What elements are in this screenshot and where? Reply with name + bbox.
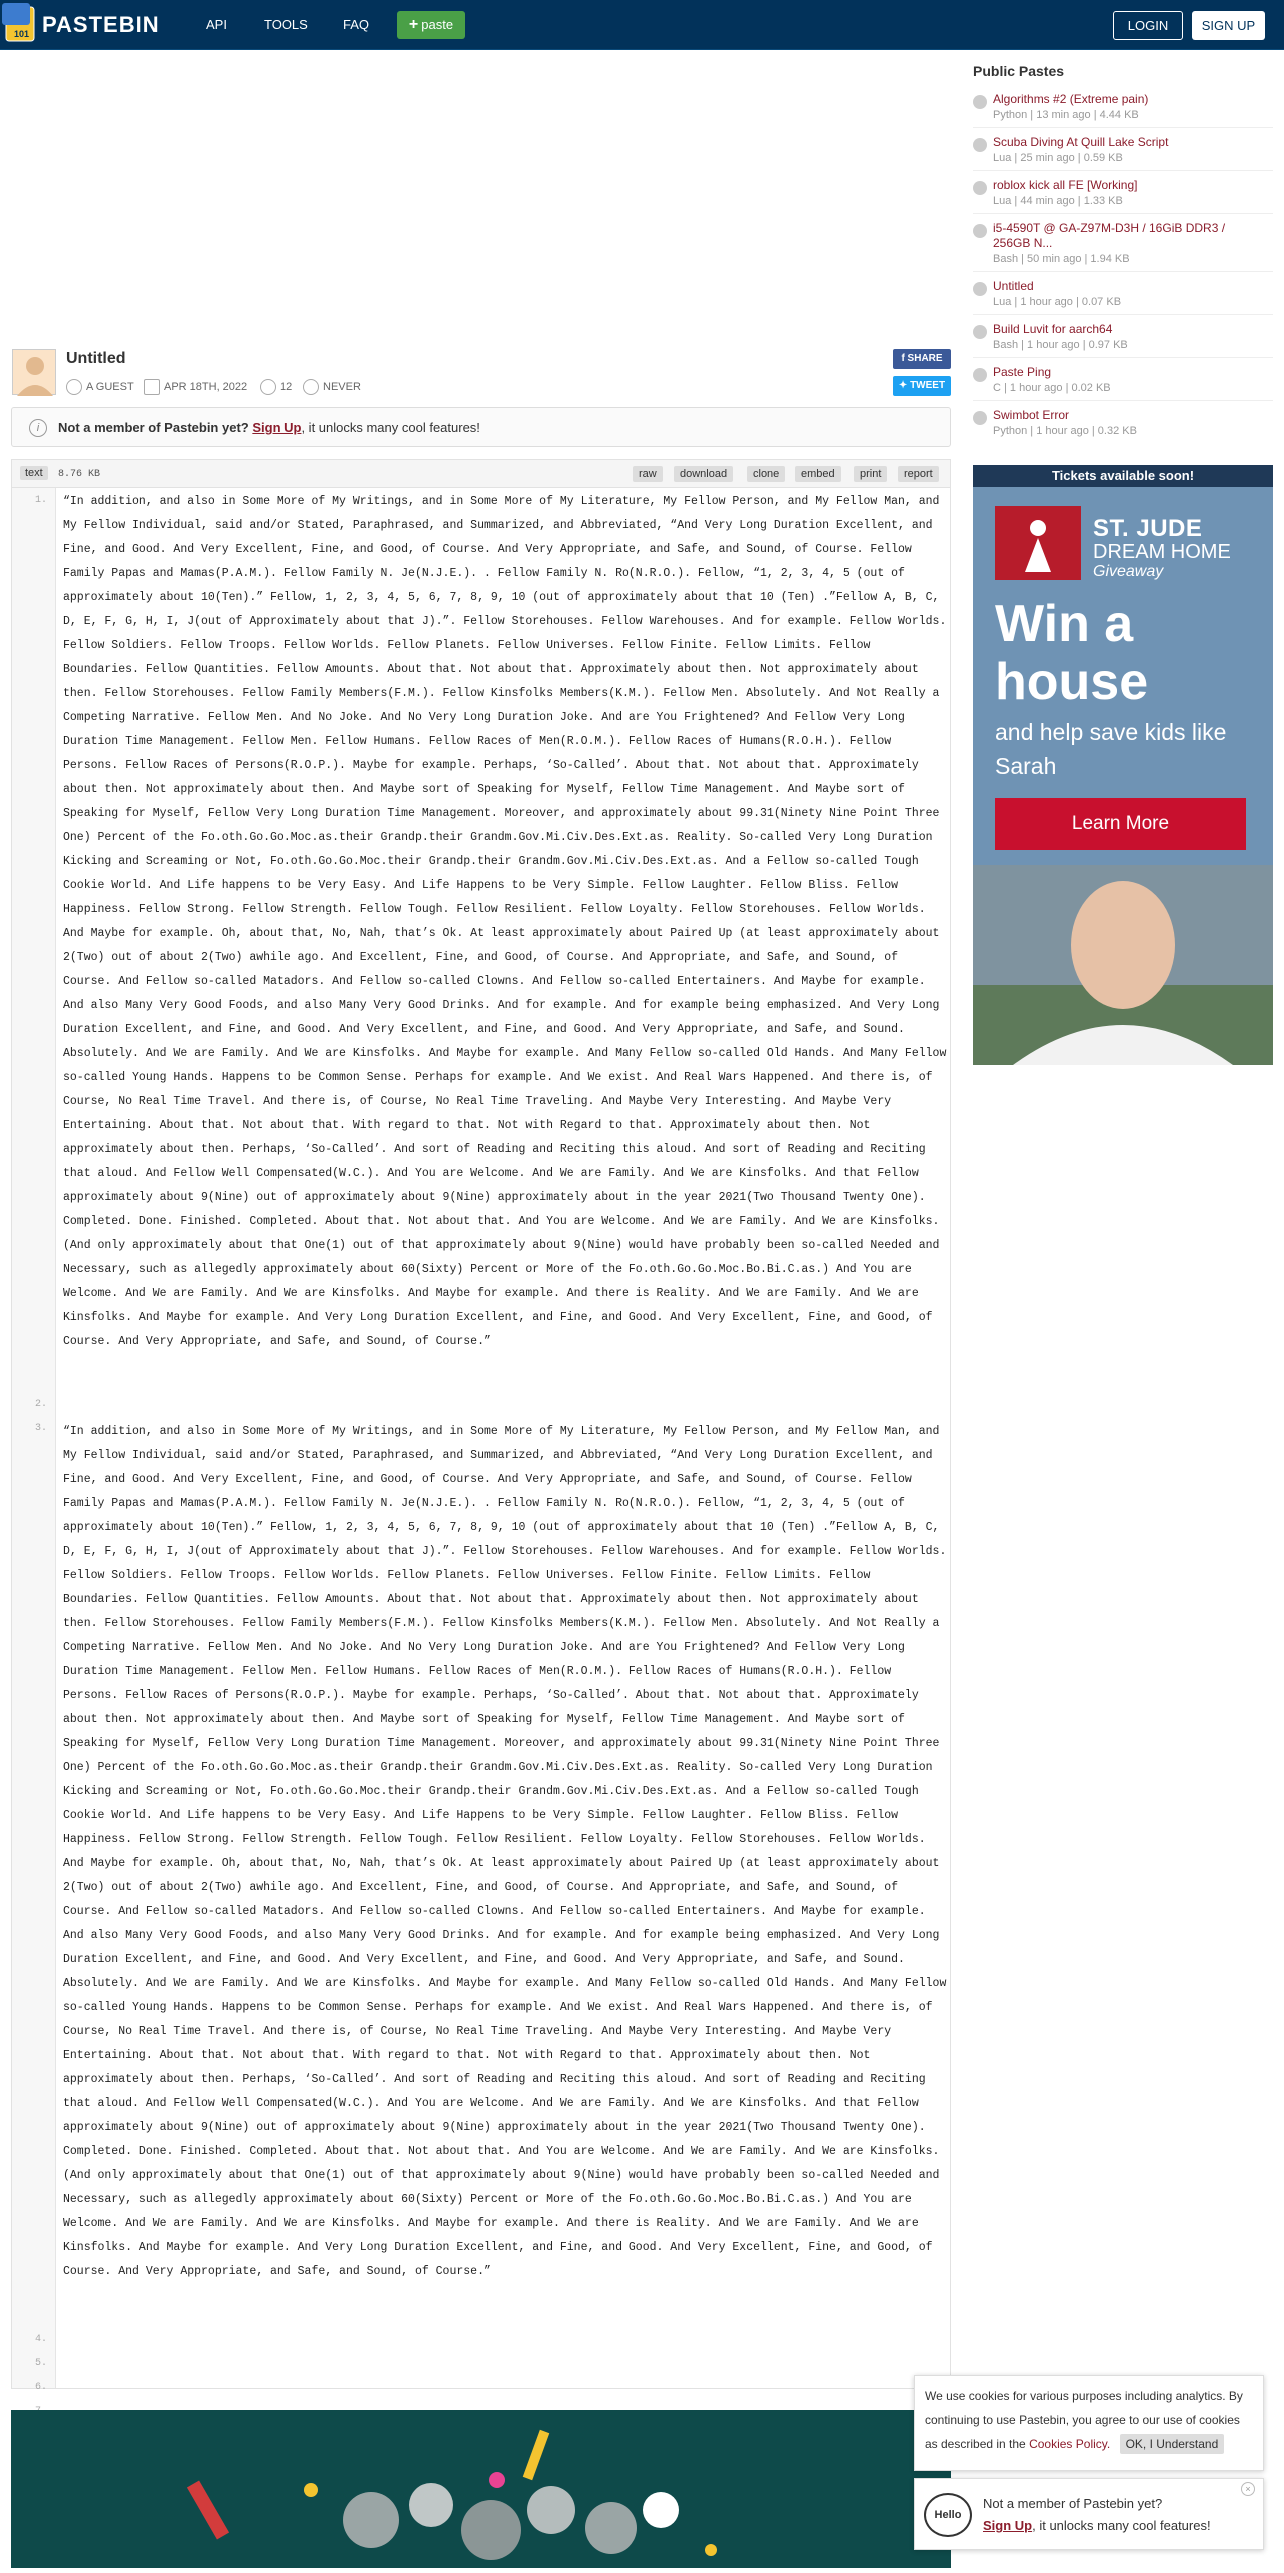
bottom-ad-banner[interactable] — [11, 2410, 951, 2568]
plus-icon: + — [408, 16, 419, 33]
nav-api[interactable]: API — [206, 17, 227, 32]
syntax-tag[interactable]: text — [20, 466, 48, 480]
facebook-share-button[interactable]: f SHARE — [893, 349, 951, 369]
paste-globe-icon — [973, 368, 987, 382]
notice-bold: Not a member of Pastebin yet? — [58, 420, 249, 435]
paste-author[interactable]: A GUEST — [66, 379, 134, 395]
paste-globe-icon — [973, 282, 987, 296]
download-button[interactable]: download — [674, 466, 733, 482]
code-line-1: “In addition, and also in Some More of My Writings, and in Some More of My Literature, My Fellow Person, and My Fellow Man, and My Fellow Individual, said and/or Stated, Paraphrased, and Summarized, and Abbreviated, “And Very Long Duration Excellent, and Fine, and Good. And Very Excellent, Fine, and Good, of Course. And Very Appropriate, and Safe, and Sound, of Course. Fellow Family Papas and Mamas(P.A.M.). Fellow Family N. Je(N.J.E.). . Fellow Family N. Ro(N.R.O.). Fellow, “1, 2, 3, 4, 5 (out of approximately about 10(Ten).” Fellow, 1, 2, 3, 4, 5, 6, 7, 8, 9, 10 (out of approximately about that 10 (Ten) .”Fellow A, B, C, D, E, F, G, H, I, J(out of Approximately about that J).”. Fellow Storehouses. Fellow Warehouses. And for example. Fellow Worlds. Fellow Soldiers. Fellow Troops. Fellow Worlds. Fellow Planets. Fellow Universes. Fellow Finite. Fellow Limits. Fellow Boundaries. Fellow Quantities. Fellow Amounts. About that. Not about that. Approximately about then. Not approximately about then. Fellow Storehouses. Fellow Family Members(F.M.). Fellow Kinsfolks Members(K.M.). Fellow Men. Absolutely. And Not Really a Competing Narrative. Fellow Men. And No Joke. And No Very Long Duration Joke. And are You Frightened? And Fellow Very Long Duration Time Management. Fellow Men. Fellow Humans. Fellow Races of Men(R.O.M.). Fellow Races of Humans(R.O.H.). Fellow Persons. Fellow Races of Persons(R.O.P.). Maybe for example. Perhaps, ‘So-Called’. About that. Not about that. Approximately about then. Not approximately about then. And Maybe sort of Speaking for Myself, Fellow Time Management. And Maybe sort of Speaking for Myself, Fellow Very Long Duration Time Management. Moreover, and approximately about 99.31(Ninety Nine Point Three One) Percent of the Fo.oth.Go.Go.Moc.as.their Grandp.their Grandm.Gov.Mi.Civ.Des.Ext.as. Reality. So-called Very Long Duration Kicking and Screaming or Not, Fo.oth.Go.Go.Moc.their Grandp.their Grandm.Gov.Mi.Civ.Des.Ext.as. And a Fellow so-called Tough Cookie World. And Life happens to be Very Easy. And Life Happens to be Very Simple. Fellow Laughter. Fellow Bliss. Fellow Happiness. Fellow Strong. Fellow Strength. Fellow Tough. Fellow Resilient. Fellow Loyalty. Fellow Storehouses. Fellow Worlds. And Maybe for example. Oh, about that, No, Nah, that’s Ok. At least approximately about Paired Up (at least approximately about 2(Two) out of about 2(Two) awhile ago. And Excellent, Fine, and Good, of Course. And Appropriate, and Safe, and Sound, of Course. And Fellow so-called Matadors. And Fellow so-called Clowns. And Fellow so-called Entertainers. And Maybe for example. And also Many Very Good Foods, and also Many Very Good Drinks. And for example. And for example being emphasized. And Very Long Duration Excellent, and Fine, and Good. And Very Excellent, and Fine, and Good. And Very Appropriate, and Safe, and Sound. Absolutely. And We are Family. And We are Kinsfolks. And Maybe for example. And Many Fellow so-called Old Hands. And Many Fellow so-called Young Hands. Happens to be Common Sense. Perhaps for example. And We exist. And Real Wars Happened. And there is, of Course, No Real Time Travel. And there is, of Course, No Real Time Traveling. And Maybe Very Interesting. And Maybe Very Entertaining. About that. Not about that. With regard to that. Not with Regard to that. Approximately about then. Not approximately about then. Perhaps, ‘So-Called’. And sort of Reading and Reciting this aloud. And sort of Reading and Reciting that aloud. And Fellow Well Compensated(W.C.). And You are Welcome. And We are Family. And We are Kinsfolks. And that Fellow approximately about 9(Nine) out of approximately about 9(Nine) approximately about in the year 2021(Two Thousand Twenty One). Completed. Done. Finished. Completed. About that. Not about that. And You are Welcome. And We are Family. And We are Kinsfolks. (And only approximately about that One(1) out of that approximately about 9(Nine) would have probably been so-called Needed and Necessary, such as allegedly approximately about 60(Sixty) Percent or More of the Fo.oth.Go.Go.Moc.Bo.Bi.C.as.) And You are Welcome. And We are Family. And We are Kinsfolks. And Maybe for example. And there is Reality. And We are Family. And We are Kinsfolks. And Maybe for example. And Very Long Duration Excellent, and Fine, and Good. And Very Excellent, Fine, and Good, of Course. And Very Appropriate, and Safe, and Sound, of Course.” — [63, 495, 947, 1348]
ad-subtext: and help save kids like Sarah — [995, 719, 1227, 779]
twitter-tweet-button[interactable]: ✦ TWEET — [893, 376, 951, 396]
signup-button[interactable]: SIGN UP — [1192, 11, 1265, 40]
eye-icon — [260, 379, 276, 395]
promo-line1: Not a member of Pastebin yet? — [983, 2496, 1163, 2511]
divider — [973, 400, 1273, 401]
login-button[interactable]: LOGIN — [1113, 11, 1183, 40]
divider — [973, 170, 1273, 171]
user-silhouette-icon — [13, 350, 57, 396]
line-number: 1. — [34, 495, 47, 506]
paste-globe-icon — [973, 95, 987, 109]
user-icon — [66, 379, 82, 395]
notice-signup-link[interactable]: Sign Up — [252, 420, 302, 435]
info-icon: i — [29, 419, 47, 437]
twitter-icon: ✦ — [898, 380, 911, 391]
ad-learn-more-button[interactable]: Learn More — [995, 798, 1246, 850]
line-number: 3. — [34, 1423, 47, 1434]
public-pastes-title: Public Pastes — [973, 63, 1065, 79]
top-header — [0, 0, 1284, 50]
paste-size: 8.76 KB — [58, 469, 101, 480]
ad-brand-line1: ST. JUDE — [1093, 515, 1203, 542]
paste-globe-icon — [973, 224, 987, 238]
paste-globe-icon — [973, 325, 987, 339]
st-jude-ad[interactable] — [973, 465, 1273, 1065]
divider — [973, 127, 1273, 128]
hello-badge-icon: Hello — [924, 2493, 972, 2537]
paste-code-box — [11, 459, 951, 2393]
divider — [973, 271, 1273, 272]
guest-avatar — [12, 349, 56, 395]
new-paste-button[interactable]: + paste — [397, 11, 465, 39]
nav-faq[interactable]: FAQ — [343, 17, 370, 32]
cookie-text: We use cookies for various purposes including analytics. By continuing to use Pastebin, you agree to our use of cookies as described in the — [925, 2389, 1243, 2451]
ad-child-photo — [973, 865, 1273, 1065]
divider — [973, 213, 1273, 214]
svg-text:101: 101 — [14, 29, 30, 39]
divider — [973, 314, 1273, 315]
report-button[interactable]: report — [898, 466, 939, 482]
line-gutter — [12, 488, 56, 2393]
embed-button[interactable]: embed — [795, 466, 841, 482]
paste-expiry: NEVER — [303, 379, 361, 395]
pastebin-logo-icon[interactable] — [2, 3, 38, 45]
ad-brand-line2: DREAM HOME — [1093, 541, 1231, 563]
print-button[interactable]: print — [854, 466, 887, 482]
close-icon[interactable]: × — [1241, 2482, 1255, 2496]
expiry-clock-icon — [303, 379, 319, 395]
line-number: 5. — [34, 2358, 47, 2369]
clone-button[interactable]: clone — [747, 466, 785, 482]
raw-button[interactable]: raw — [633, 466, 663, 482]
calendar-icon — [144, 379, 160, 395]
paste-date: APR 18TH, 2022 — [144, 379, 247, 395]
cookie-consent — [914, 2375, 1264, 2471]
paste-views: 12 — [260, 379, 292, 395]
cookie-accept-button[interactable]: OK, I Understand — [1120, 2434, 1225, 2454]
paste-globe-icon — [973, 411, 987, 425]
cookies-policy-link[interactable]: Cookies Policy. — [1029, 2437, 1111, 2451]
facebook-icon: f — [901, 353, 908, 364]
logo-text[interactable]: PASTEBIN — [42, 12, 160, 37]
promo-signup-link[interactable]: Sign Up — [983, 2518, 1033, 2533]
promo-rest: , it unlocks many cool features! — [1032, 2518, 1211, 2533]
line-number: 2. — [34, 1399, 47, 1410]
nav-tools[interactable]: TOOLS — [264, 17, 308, 32]
ad-brand-line3: Giveaway — [1093, 563, 1164, 580]
st-jude-logo-icon — [995, 506, 1081, 580]
code-line-3: “In addition, and also in Some More of My Writings, and in Some More of My Literature, My Fellow Person, and My Fellow Man, and My Fellow Individual, said and/or Stated, Paraphrased, and Summarized, and Abbreviated, “And Very Long Duration Excellent, and Fine, and Good. And Very Excellent, Fine, and Good, of Course. And Very Appropriate, and Safe, and Sound, of Course. Fellow Family Papas and Mamas(P.A.M.). Fellow Family N. Je(N.J.E.). . Fellow Family N. Ro(N.R.O.). Fellow, “1, 2, 3, 4, 5 (out of approximately about 10(Ten).” Fellow, 1, 2, 3, 4, 5, 6, 7, 8, 9, 10 (out of approximately about that 10 (Ten) .”Fellow A, B, C, D, E, F, G, H, I, J(out of Approximately about that J).”. Fellow Storehouses. Fellow Warehouses. And for example. Fellow Worlds. Fellow Soldiers. Fellow Troops. Fellow Worlds. Fellow Planets. Fellow Universes. Fellow Finite. Fellow Limits. Fellow Boundaries. Fellow Quantities. Fellow Amounts. About that. Not about that. Approximately about then. Not approximately about then. Fellow Storehouses. Fellow Family Members(F.M.). Fellow Kinsfolks Members(K.M.). Fellow Men. Absolutely. And Not Really a Competing Narrative. Fellow Men. And No Joke. And No Very Long Duration Joke. And are You Frightened? And Fellow Very Long Duration Time Management. Fellow Men. Fellow Humans. Fellow Races of Men(R.O.M.). Fellow Races of Humans(R.O.H.). Fellow Persons. Fellow Races of Persons(R.O.P.). Maybe for example. Perhaps, ‘So-Called’. About that. Not about that. Approximately about then. Not approximately about then. And Maybe sort of Speaking for Myself, Fellow Time Management. And Maybe sort of Speaking for Myself, Fellow Very Long Duration Time Management. Moreover, and approximately about 99.31(Ninety Nine Point Three One) Percent of the Fo.oth.Go.Go.Moc.as.their Grandp.their Grandm.Gov.Mi.Civ.Des.Ext.as. Reality. So-called Very Long Duration Kicking and Screaming or Not, Fo.oth.Go.Go.Moc.their Grandp.their Grandm.Gov.Mi.Civ.Des.Ext.as. And a Fellow so-called Tough Cookie World. And Life happens to be Very Easy. And Life Happens to be Very Simple. Fellow Laughter. Fellow Bliss. Fellow Happiness. Fellow Strong. Fellow Strength. Fellow Tough. Fellow Resilient. Fellow Loyalty. Fellow Storehouses. Fellow Worlds. And Maybe for example. Oh, about that, No, Nah, that’s Ok. At least approximately about Paired Up (at least approximately about 2(Two) out of about 2(Two) awhile ago. And Excellent, Fine, and Good, of Course. And Appropriate, and Safe, and Sound, of Course. And Fellow so-called Matadors. And Fellow so-called Clowns. And Fellow so-called Entertainers. And Maybe for example. And also Many Very Good Foods, and also Many Very Good Drinks. And for example. And for example being emphasized. And Very Long Duration Excellent, and Fine, and Good. And Very Excellent, and Fine, and Good. And Very Appropriate, and Safe, and Sound. Absolutely. And We are Family. And We are Kinsfolks. And Maybe for example. And Many Fellow so-called Old Hands. And Many Fellow so-called Young Hands. Happens to be Common Sense. Perhaps for example. And We exist. And Real Wars Happened. And there is, of Course, No Real Time Travel. And there is, of Course, No Real Time Traveling. And Maybe Very Interesting. And Maybe Very Entertaining. About that. Not about that. With regard to that. Not with Regard to that. Approximately about then. Not approximately about then. Perhaps, ‘So-Called’. And sort of Reading and Reciting this aloud. And sort of Reading and Reciting that aloud. And Fellow Well Compensated(W.C.). And You are Welcome. And We are Family. And We are Kinsfolks. And that Fellow approximately about 9(Nine) out of approximately about 9(Nine) approximately about in the year 2021(Two Thousand Twenty One). Completed. Done. Finished. Completed. About that. Not about that. And You are Welcome. And We are Family. And We are Kinsfolks. (And only approximately about that One(1) out of that approximately about 9(Nine) would have probably been so-called Needed and Necessary, such as allegedly approximately about 60(Sixty) Percent or More of the Fo.oth.Go.Go.Moc.Bo.Bi.C.as.) And You are Welcome. And We are Family. And We are Kinsfolks. And Maybe for example. And there is Reality. And We are Family. And We are Kinsfolks. And Maybe for example. And Very Long Duration Excellent, and Fine, and Good. And Very Excellent, Fine, and Good, of Course. And Very Appropriate, and Safe, and Sound, of Course.” — [63, 1425, 947, 2278]
divider — [973, 357, 1273, 358]
notice-rest: , it unlocks many cool features! — [301, 420, 480, 435]
paste-globe-icon — [973, 138, 987, 152]
signup-notice — [11, 407, 951, 447]
code-toolbar — [12, 460, 950, 488]
plastic-waste-illustration-icon — [11, 2410, 951, 2568]
line-number: 4. — [34, 2334, 47, 2345]
paste-title: Untitled — [66, 350, 126, 367]
ad-headline: Win a house — [995, 595, 1149, 711]
paste-globe-icon — [973, 181, 987, 195]
ad-header: Tickets available soon! — [973, 465, 1273, 487]
signup-promo-popup — [914, 2478, 1264, 2550]
line-number: 6. — [34, 2382, 47, 2393]
